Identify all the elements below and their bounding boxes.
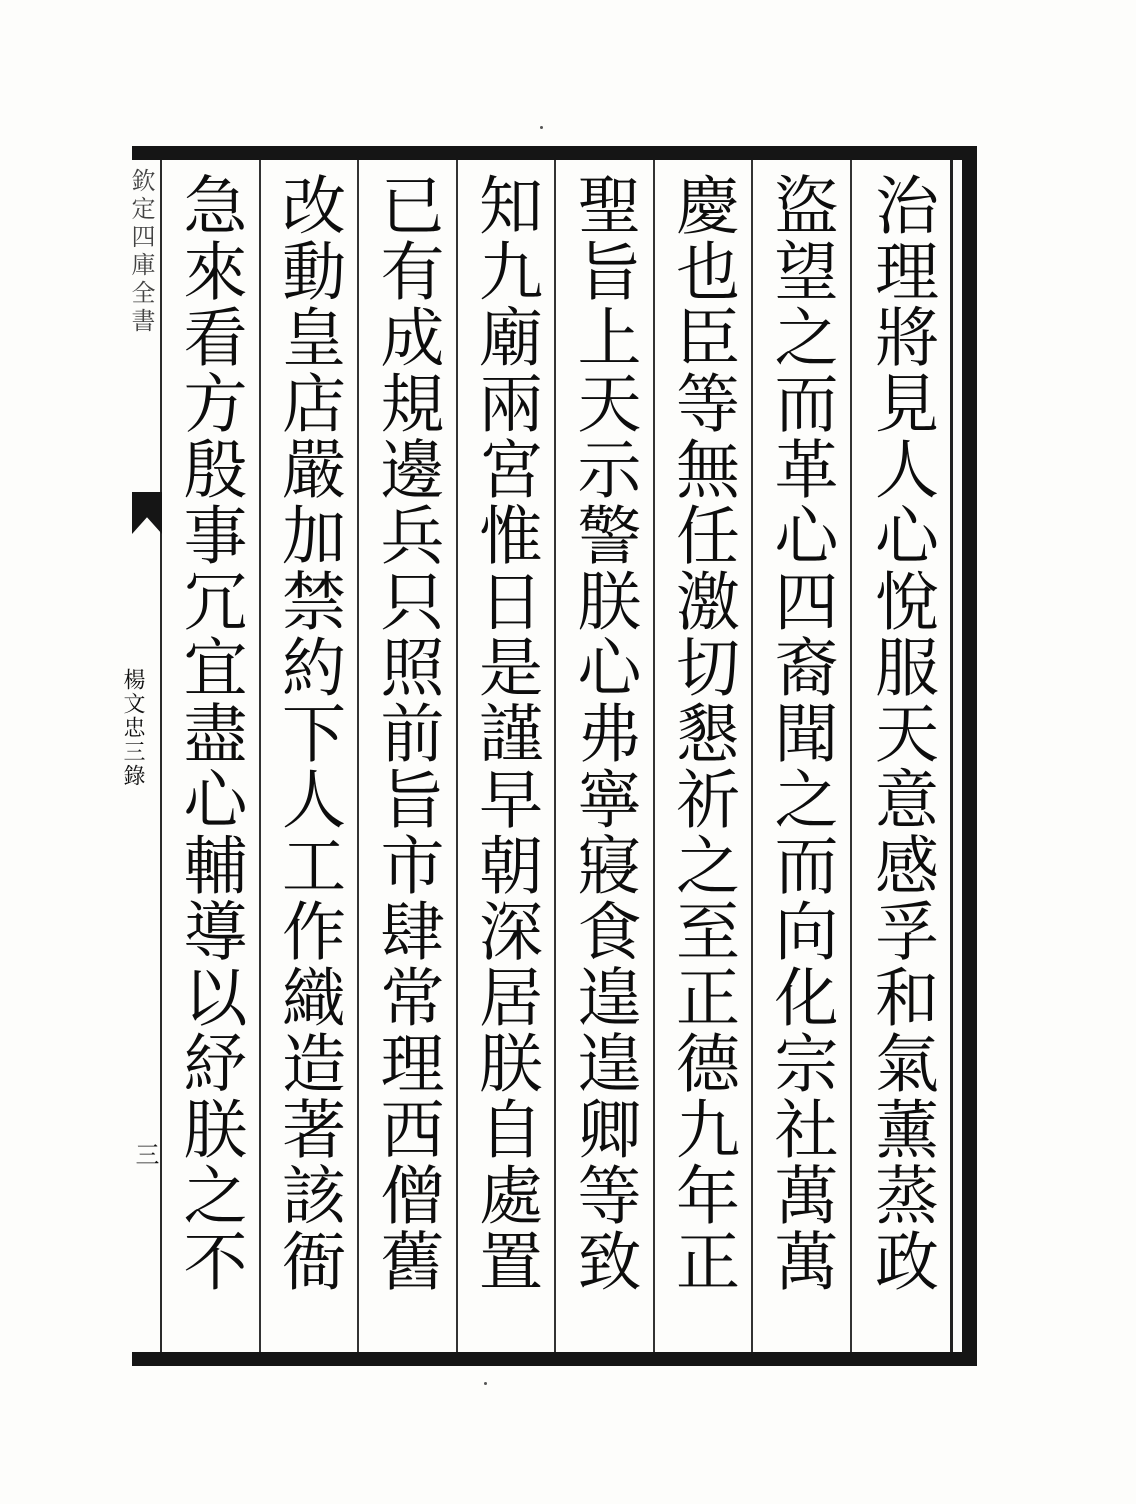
column-text: 已有成規邊兵只照前旨市肆常理西僧舊: [369, 172, 444, 1294]
text-column-4: [556, 160, 655, 1352]
text-columns: [162, 160, 950, 1352]
frame-bottom-border: [132, 1352, 977, 1366]
column-text: 改動皇店嚴加禁約下人工作織造著該衙: [271, 172, 345, 1294]
frame-right-inner-rule: [950, 160, 953, 1352]
frame-top-border: [132, 146, 977, 160]
frame-right-border: [962, 146, 977, 1366]
text-column-7: [261, 160, 360, 1352]
column-text: 聖旨上天示警朕心弗寧寢食遑遑卿等致: [566, 172, 641, 1294]
column-text: 治理將見人心悅服天意感孚和氣薰蒸政: [864, 172, 938, 1294]
banxin-subtitle: 楊文忠三錄: [120, 668, 145, 788]
banxin-title: 欽定四庫全書: [127, 168, 155, 336]
page-number: 三: [131, 1142, 159, 1166]
scan-speck: [540, 126, 543, 129]
text-column-8: [162, 160, 261, 1352]
column-text: 盜望之而革心四裔聞之而向化宗社萬萬: [763, 172, 838, 1294]
text-column-5: [458, 160, 557, 1352]
column-text: 知九廟兩宮惟日是謹早朝深居朕自處置: [468, 172, 542, 1294]
text-column-3: [655, 160, 754, 1352]
text-column-2: [753, 160, 852, 1352]
scan-speck: [484, 1382, 487, 1385]
text-column-6: [359, 160, 458, 1352]
column-text: 急來看方殷事冗宜盡心輔導以紓朕之不: [172, 172, 247, 1294]
column-text: 慶也臣等無任激切懇祈之至正德九年正: [665, 172, 739, 1294]
text-column-1: [852, 160, 951, 1352]
